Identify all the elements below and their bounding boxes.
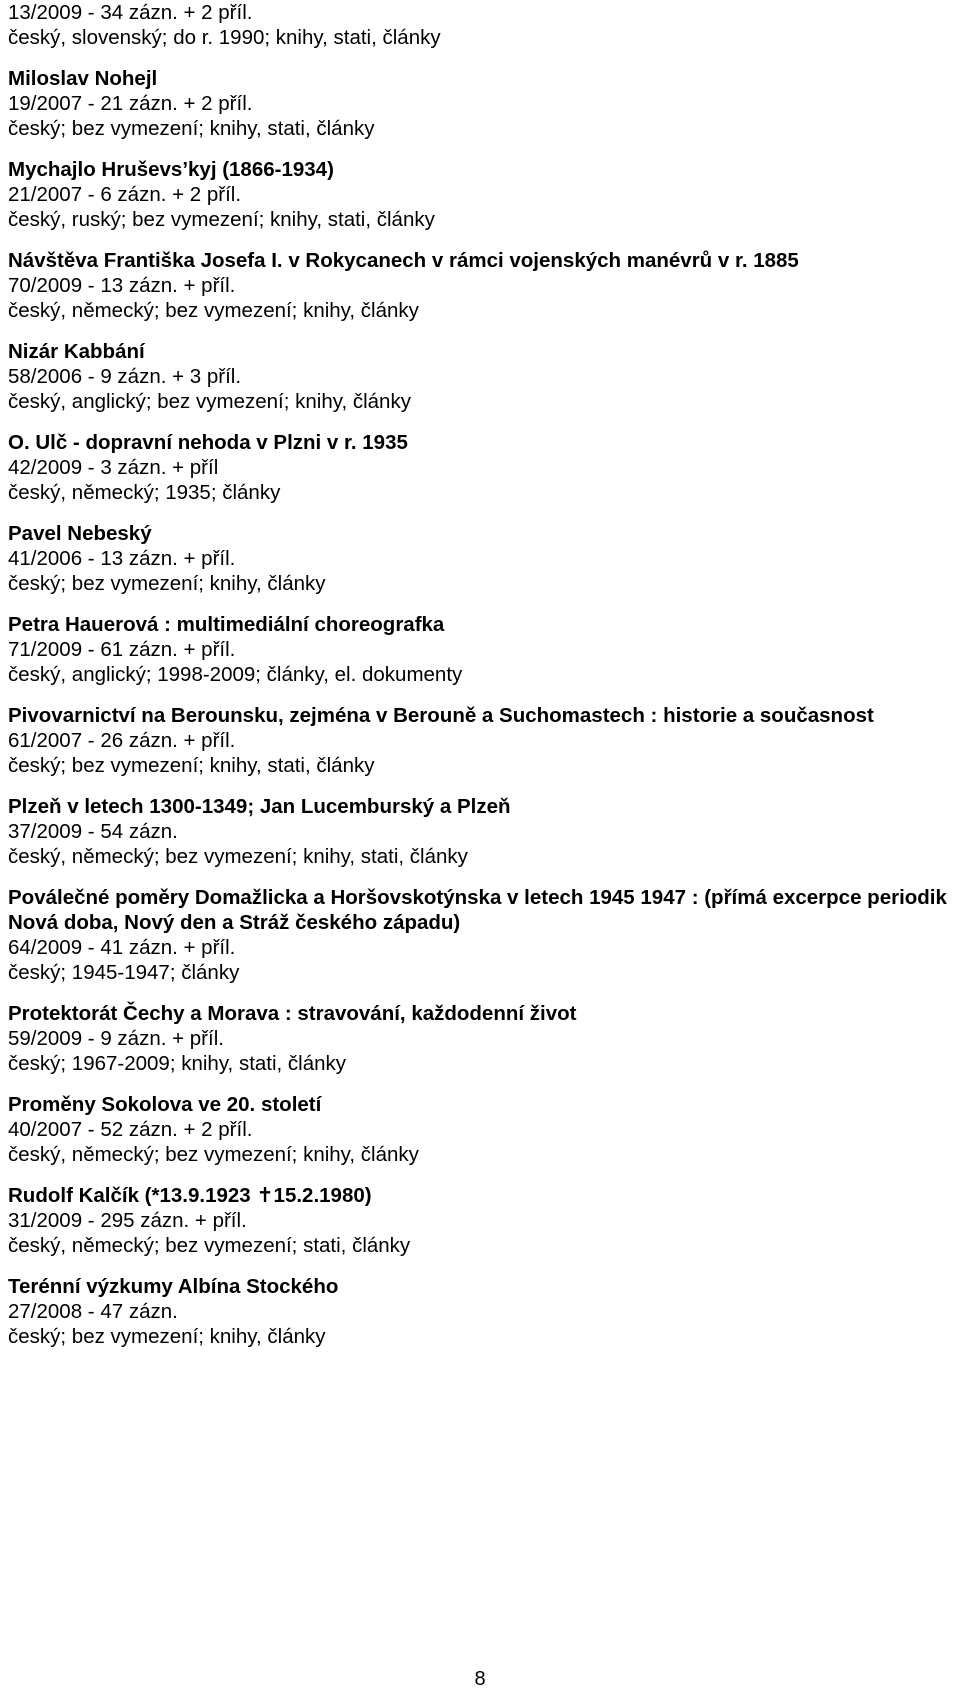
entry-details: český; bez vymezení; knihy, články	[8, 572, 326, 595]
entry	[8, 339, 948, 414]
entry	[8, 521, 948, 596]
entry	[8, 1001, 948, 1076]
entry-meta: 42/2009 - 3 zázn. + příl	[8, 456, 219, 479]
entry-title: Terénní výzkumy Albína Stockého	[8, 1275, 339, 1298]
entry-title: Návštěva Františka Josefa I. v Rokycanech v rámci vojenských manévrů v r. 1885	[8, 249, 799, 272]
entry	[8, 248, 948, 323]
entry	[8, 885, 948, 985]
entry	[8, 1183, 948, 1258]
entry-details: český; bez vymezení; knihy, články	[8, 1325, 326, 1348]
entry-meta: 21/2007 - 6 zázn. + 2 příl.	[8, 183, 242, 206]
entry-title: Mychajlo Hruševs’kyj (1866-1934)	[8, 158, 334, 181]
entry-details: český, německý; bez vymezení; stati, články	[8, 1234, 411, 1257]
entry-details: český, anglický; 1998-2009; články, el. dokumenty	[8, 663, 463, 686]
entry-title: Pavel Nebeský	[8, 522, 152, 545]
entry-details: český, slovenský; do r. 1990; knihy, stati, články	[8, 26, 441, 49]
entry-meta: 71/2009 - 61 zázn. + příl.	[8, 638, 236, 661]
entry-details: český, německý; bez vymezení; knihy, stati, články	[8, 845, 468, 868]
entry-meta: 40/2007 - 52 zázn. + 2 příl.	[8, 1118, 253, 1141]
entry	[8, 794, 948, 869]
entry-details: český, německý; bez vymezení; knihy, články	[8, 299, 419, 322]
entry	[8, 1274, 948, 1349]
partial-entry	[8, 0, 948, 50]
entry	[8, 612, 948, 687]
entry-title: Pivovarnictví na Berounsku, zejména v Berouně a Suchomastech : historie a současnost	[8, 704, 874, 727]
entry	[8, 1092, 948, 1167]
entry-title: Petra Hauerová : multimediální choreografka	[8, 613, 445, 636]
entry-meta: 61/2007 - 26 zázn. + příl.	[8, 729, 236, 752]
entry-title: Nizár Kabbání	[8, 340, 145, 363]
entry-meta: 41/2006 - 13 zázn. + příl.	[8, 547, 236, 570]
entry-details: český; 1945-1947; články	[8, 961, 240, 984]
entry-title: Plzeň v letech 1300-1349; Jan Lucemburský a Plzeň	[8, 795, 511, 818]
page-number: 8	[474, 1668, 486, 1690]
entry-title: O. Ulč - dopravní nehoda v Plzni v r. 1935	[8, 431, 408, 454]
document-page	[8, 0, 948, 1365]
entry-details: český, ruský; bez vymezení; knihy, stati, články	[8, 208, 435, 231]
entry-meta: 27/2008 - 47 zázn.	[8, 1300, 178, 1323]
entry-details: český; bez vymezení; knihy, stati, články	[8, 117, 375, 140]
entry-details: český, německý; 1935; články	[8, 481, 281, 504]
entry-details: český, německý; bez vymezení; knihy, články	[8, 1143, 419, 1166]
entry-details: český, anglický; bez vymezení; knihy, články	[8, 390, 411, 413]
entry-title: Proměny Sokolova ve 20. století	[8, 1093, 322, 1116]
entry-meta: 58/2006 - 9 zázn. + 3 příl.	[8, 365, 242, 388]
entry	[8, 157, 948, 232]
entry-details: český; 1967-2009; knihy, stati, články	[8, 1052, 347, 1075]
entry-title: Protektorát Čechy a Morava : stravování, každodenní život	[8, 1002, 577, 1025]
entry	[8, 703, 948, 778]
entry-details: český; bez vymezení; knihy, stati, články	[8, 754, 375, 777]
entry-meta: 70/2009 - 13 zázn. + příl.	[8, 274, 236, 297]
entry-title: Rudolf Kalčík (*13.9.1923 ✝15.2.1980)	[8, 1184, 372, 1207]
entry-meta: 59/2009 - 9 zázn. + příl.	[8, 1027, 224, 1050]
entry-title: Miloslav Nohejl	[8, 67, 158, 90]
entry	[8, 66, 948, 141]
entry-meta: 31/2009 - 295 zázn. + příl.	[8, 1209, 247, 1232]
entry-meta: 13/2009 - 34 zázn. + 2 příl.	[8, 1, 253, 24]
entry-meta: 64/2009 - 41 zázn. + příl.	[8, 936, 236, 959]
entry-meta: 37/2009 - 54 zázn.	[8, 820, 178, 843]
entry-title: Poválečné poměry Domažlicka a Horšovskotýnska v letech 1945 1947 : (přímá excerpce periodik Nová doba, Nový den a Stráž českého západu)	[8, 886, 947, 934]
entry-meta: 19/2007 - 21 zázn. + 2 příl.	[8, 92, 253, 115]
entry	[8, 430, 948, 505]
